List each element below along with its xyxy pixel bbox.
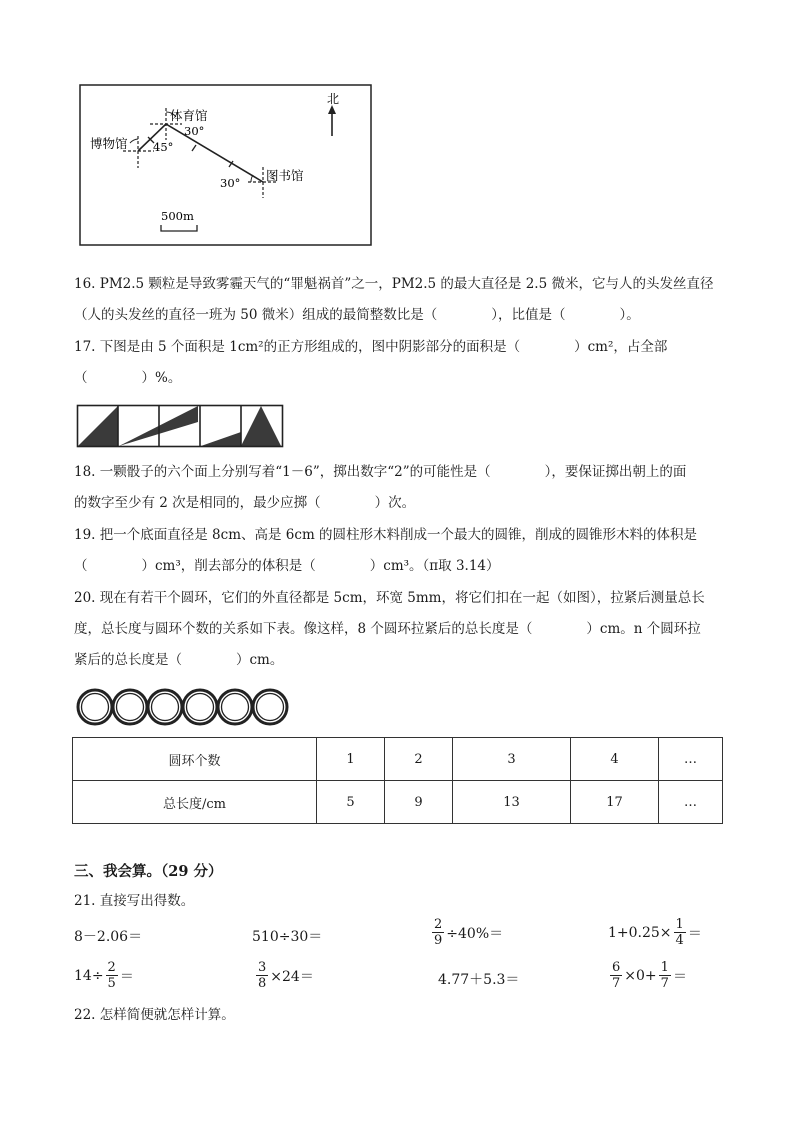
squares-figure	[76, 404, 286, 448]
map-border	[80, 85, 371, 245]
calc-8: $\frac{6}{7}$ ×0+ $\frac{1}{7}$ ＝	[612, 960, 687, 991]
angle-gym-label: 30°	[184, 124, 205, 138]
calc-2: 510÷30＝	[252, 929, 323, 945]
fraction: $\frac{3}{8}$	[258, 960, 267, 991]
table-row	[73, 738, 723, 781]
fraction: $\frac{6}{7}$	[612, 960, 621, 991]
library-label: 图书馆	[266, 168, 304, 183]
calc-7: 4.77＋5.3＝	[438, 972, 520, 988]
q20-line2: 度，总长度与圆环个数的关系如下表。像这样，8 个圆环拉紧后的总长度是（ ）cm。n 个圆环拉	[74, 621, 701, 637]
q16-line1: 16. PM2.5 颗粒是导致雾霾天气的“罪魁祸首”之一，PM2.5 的最大直径是 2.5 微米，它与人的头发丝直径	[74, 276, 714, 292]
q18-line2: 的数字至少有 2 次是相同的，最少应掷（ ）次。	[74, 495, 416, 511]
calc-3: $\frac{2}{9}$ ÷40%＝	[434, 917, 504, 948]
q19-line2: （ ）cm³，削去部分的体积是（ ）cm³。（π取 3.14）	[74, 558, 500, 574]
q22-title: 22. 怎样简便就怎样计算。	[74, 1007, 235, 1023]
q21-title: 21. 直接写出得数。	[74, 893, 195, 909]
calc-6: $\frac{3}{8}$ ×24＝	[258, 960, 314, 991]
q20-line3: 紧后的总长度是（ ）cm。	[74, 652, 284, 668]
table-cell: 圆环个数	[73, 738, 317, 781]
angle-museum-label: 45°	[153, 140, 174, 154]
table-cell: 17	[571, 781, 659, 824]
rings-figure	[74, 686, 290, 728]
q18-line1: 18. 一颗骰子的六个面上分别写着“1－6”，掷出数字“2”的可能性是（ ），要保证掷出朝上的面	[74, 464, 687, 480]
table-cell: 3	[453, 738, 571, 781]
calc-5: 14÷ $\frac{2}{5}$ ＝	[74, 960, 134, 991]
shaded-regions	[78, 406, 281, 446]
q17-line1: 17. 下图是由 5 个面积是 1cm²的正方形组成的，图中阴影部分的面积是（ ）cm²，占全部	[74, 339, 668, 355]
route-gym-library	[166, 124, 263, 182]
scale-label: 500m	[161, 209, 194, 223]
north-label: 北	[327, 92, 340, 106]
table-cell: 4	[571, 738, 659, 781]
map-figure	[78, 84, 374, 248]
scale-bar	[161, 225, 197, 231]
q17-line2: （ ）%。	[74, 370, 182, 386]
fraction: $\frac{1}{4}$	[675, 917, 684, 948]
fraction: $\frac{2}{9}$	[434, 917, 443, 948]
table-cell: 9	[385, 781, 453, 824]
ring-length-table	[72, 737, 723, 824]
calc-4: 1+0.25× $\frac{1}{4}$ ＝	[608, 917, 702, 948]
calc-1: 8－2.06＝	[74, 929, 143, 945]
table-cell: 13	[453, 781, 571, 824]
rings	[78, 690, 287, 724]
table-cell: 总长度/cm	[73, 781, 317, 824]
q19-line1: 19. 把一个底面直径是 8cm、高是 6cm 的圆柱形木料削成一个最大的圆锥，削成的圆锥形木料的体积是	[74, 527, 698, 543]
q20-line1: 20. 现在有若干个圆环，它们的外直径都是 5cm，环宽 5mm，将它们扣在一起（如图），拉紧后测量总长	[74, 590, 705, 606]
angle-library-label: 30°	[220, 176, 241, 190]
museum-label: 博物馆	[90, 136, 128, 151]
table-cell: 2	[385, 738, 453, 781]
table-cell: 1	[317, 738, 385, 781]
gym-label: 体育馆	[170, 108, 208, 123]
table-row	[73, 781, 723, 824]
fraction: $\frac{2}{5}$	[107, 960, 116, 991]
table-cell: 5	[317, 781, 385, 824]
section-title: 三、我会算。（29 分）	[74, 863, 223, 880]
fraction: $\frac{1}{7}$	[660, 960, 669, 991]
north-arrow-head	[328, 105, 336, 114]
q16-line2: （人的头发丝的直径一班为 50 微米）组成的最简整数比是（ ），比值是（ ）。	[74, 307, 640, 323]
table-cell: …	[659, 738, 723, 781]
table-cell: …	[659, 781, 723, 824]
